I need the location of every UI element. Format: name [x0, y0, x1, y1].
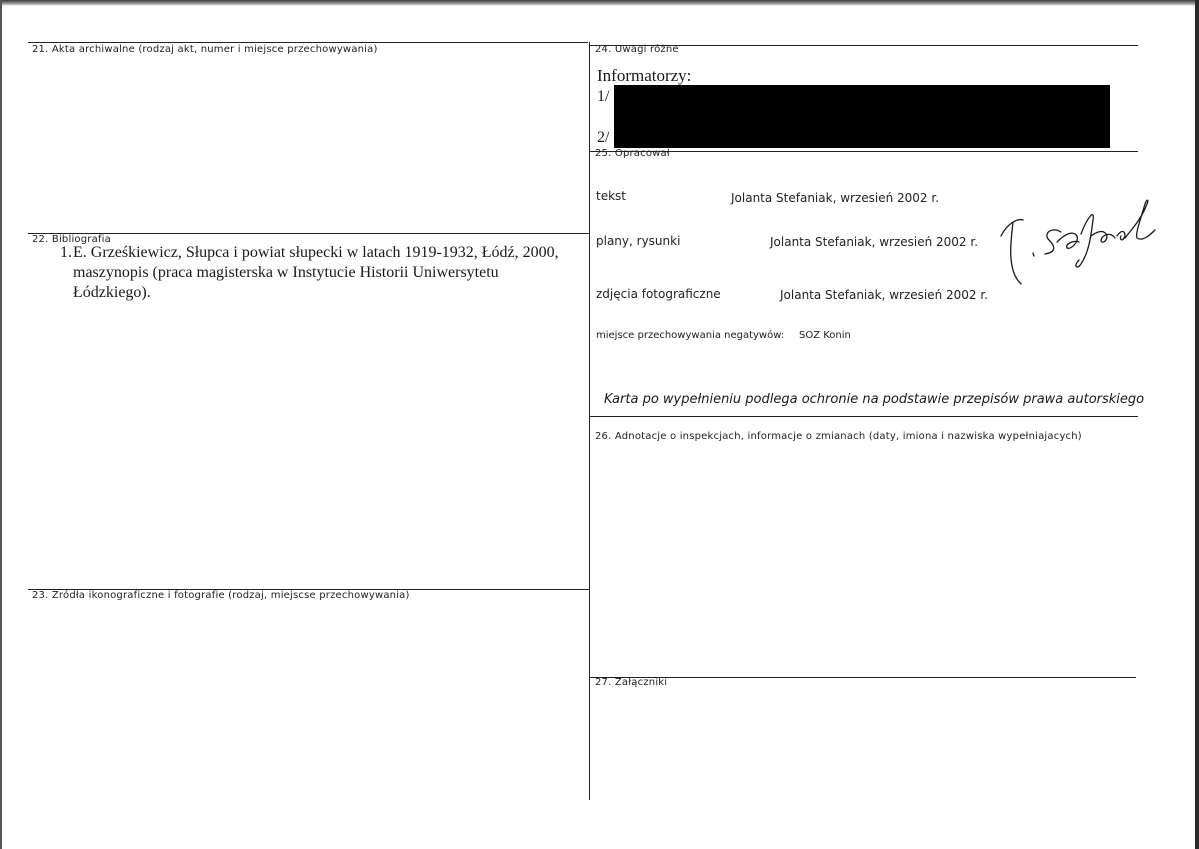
copyright-notice: Karta po wypełnieniu podlega ochronie na podstawie przepisów prawa autorskiego [604, 392, 1145, 407]
column-divider [589, 42, 590, 800]
bibliography-text: E. Grześkiewicz, Słupca i powiat słupecki w latach 1919-1932, Łódź, 2000, maszynopis (praca magisterska w Instytucie Historii Uniwersytetu Łódzkiego). [73, 244, 559, 301]
bibliography-entry [60, 243, 560, 303]
prepared-tekst-value: Jolanta Stefaniak, wrzesień 2002 r. [731, 191, 940, 205]
field-22-label: 22. Bibliografia [32, 234, 111, 245]
rule-22-top [28, 233, 589, 234]
rule-26-top [590, 416, 1138, 417]
informant-2-number: 2/ [597, 129, 610, 146]
field-27-label: 27. Załączniki [595, 677, 668, 688]
prepared-zdjecia-value: Jolanta Stefaniak, wrzesień 2002 r. [780, 288, 989, 302]
rule-21-top [28, 42, 588, 43]
field-25-label: 25. Opracował [595, 148, 670, 159]
negatives-label: miejsce przechowywania negatywów: [596, 330, 785, 341]
scan-edge-left [0, 0, 2, 849]
prepared-zdjecia-label: zdjęcia fotograficzne [596, 287, 721, 301]
rule-25-top [590, 151, 1138, 152]
prepared-plany-label: plany, rysunki [596, 234, 681, 248]
redaction-bar [614, 85, 1110, 148]
informant-1-number: 1/ [597, 88, 610, 105]
rule-27-top [590, 677, 1136, 678]
field-23-label: 23. Źródła ikonograficzne i fotografie (rodzaj, miejscse przechowywania) [32, 590, 410, 601]
field-26-label: 26. Adnotacje o inspekcjach, informacje o zmianach (daty, imiona i nazwiska wypełniajacych) [595, 431, 1082, 442]
handwritten-signature [995, 190, 1160, 290]
prepared-plany-value: Jolanta Stefaniak, wrzesień 2002 r. [770, 235, 979, 249]
scan-edge-top [0, 0, 1199, 6]
bibliography-number: 1. [60, 244, 72, 261]
field-21-label: 21. Akta archiwalne (rodzaj akt, numer i miejsce przechowywania) [32, 44, 378, 55]
scan-edge-right [1195, 0, 1199, 849]
informants-title: Informatorzy: [597, 66, 692, 85]
prepared-tekst-label: tekst [596, 189, 626, 203]
field-24-label: 24. Uwagi różne [595, 44, 679, 55]
negatives-value: SOZ Konin [799, 330, 851, 341]
